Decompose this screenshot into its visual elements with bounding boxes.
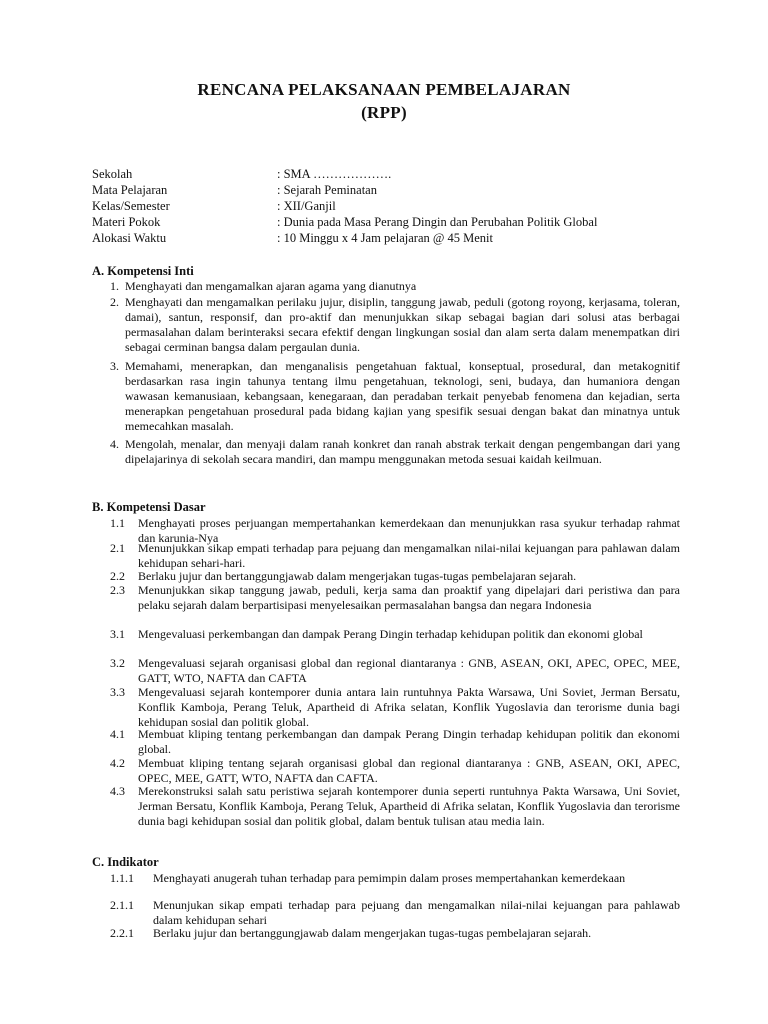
info-value: : 10 Minggu x 4 Jam pelajaran @ 45 Menit [277,231,493,245]
list-item [110,279,680,294]
list-item [110,756,680,786]
document-title: RENCANA PELAKSANAAN PEMBELAJARAN [197,80,571,99]
item-text: Menunjukkan sikap empati terhadap para pejuang dan mengamalkan nilai-nilai kejuangan para pahlawan dalam kehidupan sehari-hari. [138,541,680,570]
item-text: Menghayati proses perjuangan mempertahankan kemerdekaan dan menunjukkan rasa syukur terhadap rahmat dan karunia-Nya [138,516,680,545]
info-value: : SMA ………………. [277,167,392,181]
item-text: Mengolah, menalar, dan menyaji dalam ranah konkret dan ranah abstrak terkait dengan pengembangan dari yang dipelajarinya di sekolah secara mandiri, dan mampu menggunakan metoda sesuai kaidah keilmuan. [125,437,680,466]
list-item [110,359,680,434]
info-label: Sekolah [92,167,133,181]
item-number: 2. [110,295,119,309]
item-number: 1. [110,279,119,293]
item-number: 3.3 [110,685,125,699]
item-text: Memahami, menerapkan, dan menganalisis pengetahuan faktual, konseptual, prosedural, dan metakognitif berdasarkan rasa ingin tahunya tentang ilmu pengetahuan, teknologi, seni, budaya, dan humaniora dengan wawasan kemanusiaan, kebangsaan, kenegaraan, dan peradaban terkait penyebab fenomena dan kejadian, serta menerapkan pengetahuan prosedural pada bidang kajian yang spesifik sesuai dengan bakat dan minatnya untuk memecahkan masalah. [125,359,680,433]
list-item [110,656,680,686]
info-label: Alokasi Waktu [92,231,167,245]
section-c-heading: C. Indikator [92,855,159,869]
item-number: 2.2.1 [110,926,134,940]
item-text: Menghayati dan mengamalkan ajaran agama yang dianutnya [125,279,417,293]
info-label: Mata Pelajaran [92,183,168,197]
item-text: Mengevaluasi sejarah organisasi global dan regional diantaranya : GNB, ASEAN, OKI, APEC, OPEC, MEE, GATT, WTO, NAFTA dan CAFTA [138,656,680,685]
item-text: Menghayati dan mengamalkan perilaku jujur, disiplin, tanggung jawab, peduli (gotong royong, kerjasama, toleran, damai), santun, responsif, dan pro-aktif dan menunjukkan sikap sebagai bagian dari solusi atas berbagai permasalahan dalam berinteraksi secara efektif dengan lingkungan sosial dan alam serta dalam menempatkan diri sebagai cerminan bangsa dalam pergaulan dunia. [125,295,680,354]
item-number: 2.2 [110,569,125,583]
item-number: 3.2 [110,656,125,670]
item-number: 4.1 [110,727,125,741]
item-text: Berlaku jujur dan bertanggungjawab dalam mengerjakan tugas-tugas pembelajaran sejarah. [138,569,577,583]
item-number: 2.1 [110,541,125,555]
item-number: 1.1 [110,516,125,530]
item-text: Berlaku jujur dan bertanggungjawab dalam mengerjakan tugas-tugas pembelajaran sejarah. [153,926,592,940]
section-b-heading: B. Kompetensi Dasar [92,500,206,514]
item-number: 2.3 [110,583,125,597]
list-item [110,295,680,355]
list-item [110,685,680,730]
list-item [110,583,680,628]
item-text: Menghayati anugerah tuhan terhadap para pemimpin dalam proses mempertahankan kemerdekaan [153,871,626,885]
item-number: 4.3 [110,784,125,798]
item-text: Menunjukan sikap empati terhadap para pejuang dan mengamalkan nilai-nilai kejuangan para pahlawab dalam kehidupan sehari [153,898,680,927]
info-value: : Sejarah Peminatan [277,183,377,197]
list-item [110,437,680,482]
list-item [110,541,680,571]
list-item [110,627,680,657]
item-text: Mengevaluasi perkembangan dan dampak Perang Dingin terhadap kehidupan politik dan ekonomi global [138,627,643,641]
list-item [110,898,680,928]
item-text: Merekonstruksi salah satu peristiwa sejarah kontemporer dunia seperti runtuhnya Pakta Warsawa, Uni Soviet, Jerman Bersatu, Konflik Kamboja, Perang Teluk, Apartheid di Afrika selatan, Konflik Yugoslavia dan terorisme dunia bagi kehidupan sosial dan politik global, dalam bentuk tulisan atau media lain. [138,784,680,828]
list-item [110,727,680,757]
list-item [110,784,680,844]
section-a-heading: A. Kompetensi Inti [92,264,194,278]
document-subtitle: (RPP) [361,103,407,122]
list-item [110,569,680,584]
item-text: Membuat kliping tentang sejarah organisasi global dan regional diantaranya : GNB, ASEAN, OKI, APEC, OPEC, MEE, GATT, WTO, NAFTA dan CAFTA. [138,756,680,785]
item-number: 4. [110,437,119,451]
info-value: : Dunia pada Masa Perang Dingin dan Perubahan Politik Global [277,215,598,229]
item-number: 1.1.1 [110,871,134,885]
info-label: Materi Pokok [92,215,161,229]
item-number: 3. [110,359,119,373]
item-number: 2.1.1 [110,898,134,912]
list-item [110,871,680,901]
list-item [110,926,680,941]
item-text: Mengevaluasi sejarah kontemporer dunia antara lain runtuhnya Pakta Warsawa, Uni Soviet, Jerman Bersatu, Konflik Kamboja, Perang Teluk, Apartheid di Afrika selatan, Konflik Yugoslavia dan terorisme dunia bagi kehidupan sosial dan politik global. [138,685,680,729]
item-number: 4.2 [110,756,125,770]
info-value: : XII/Ganjil [277,199,336,213]
info-label: Kelas/Semester [92,199,170,213]
item-text: Membuat kliping tentang perkembangan dan dampak Perang Dingin terhadap kehidupan politik dan ekonomi global. [138,727,680,756]
item-number: 3.1 [110,627,125,641]
item-text: Menunjukkan sikap tanggung jawab, peduli, kerja sama dan proaktif yang dipelajari dari peristiwa dan para pelaku sejarah dalam berpartisipasi menyelesaikan permasalahan bangsa dan negara Indonesia [138,583,680,612]
